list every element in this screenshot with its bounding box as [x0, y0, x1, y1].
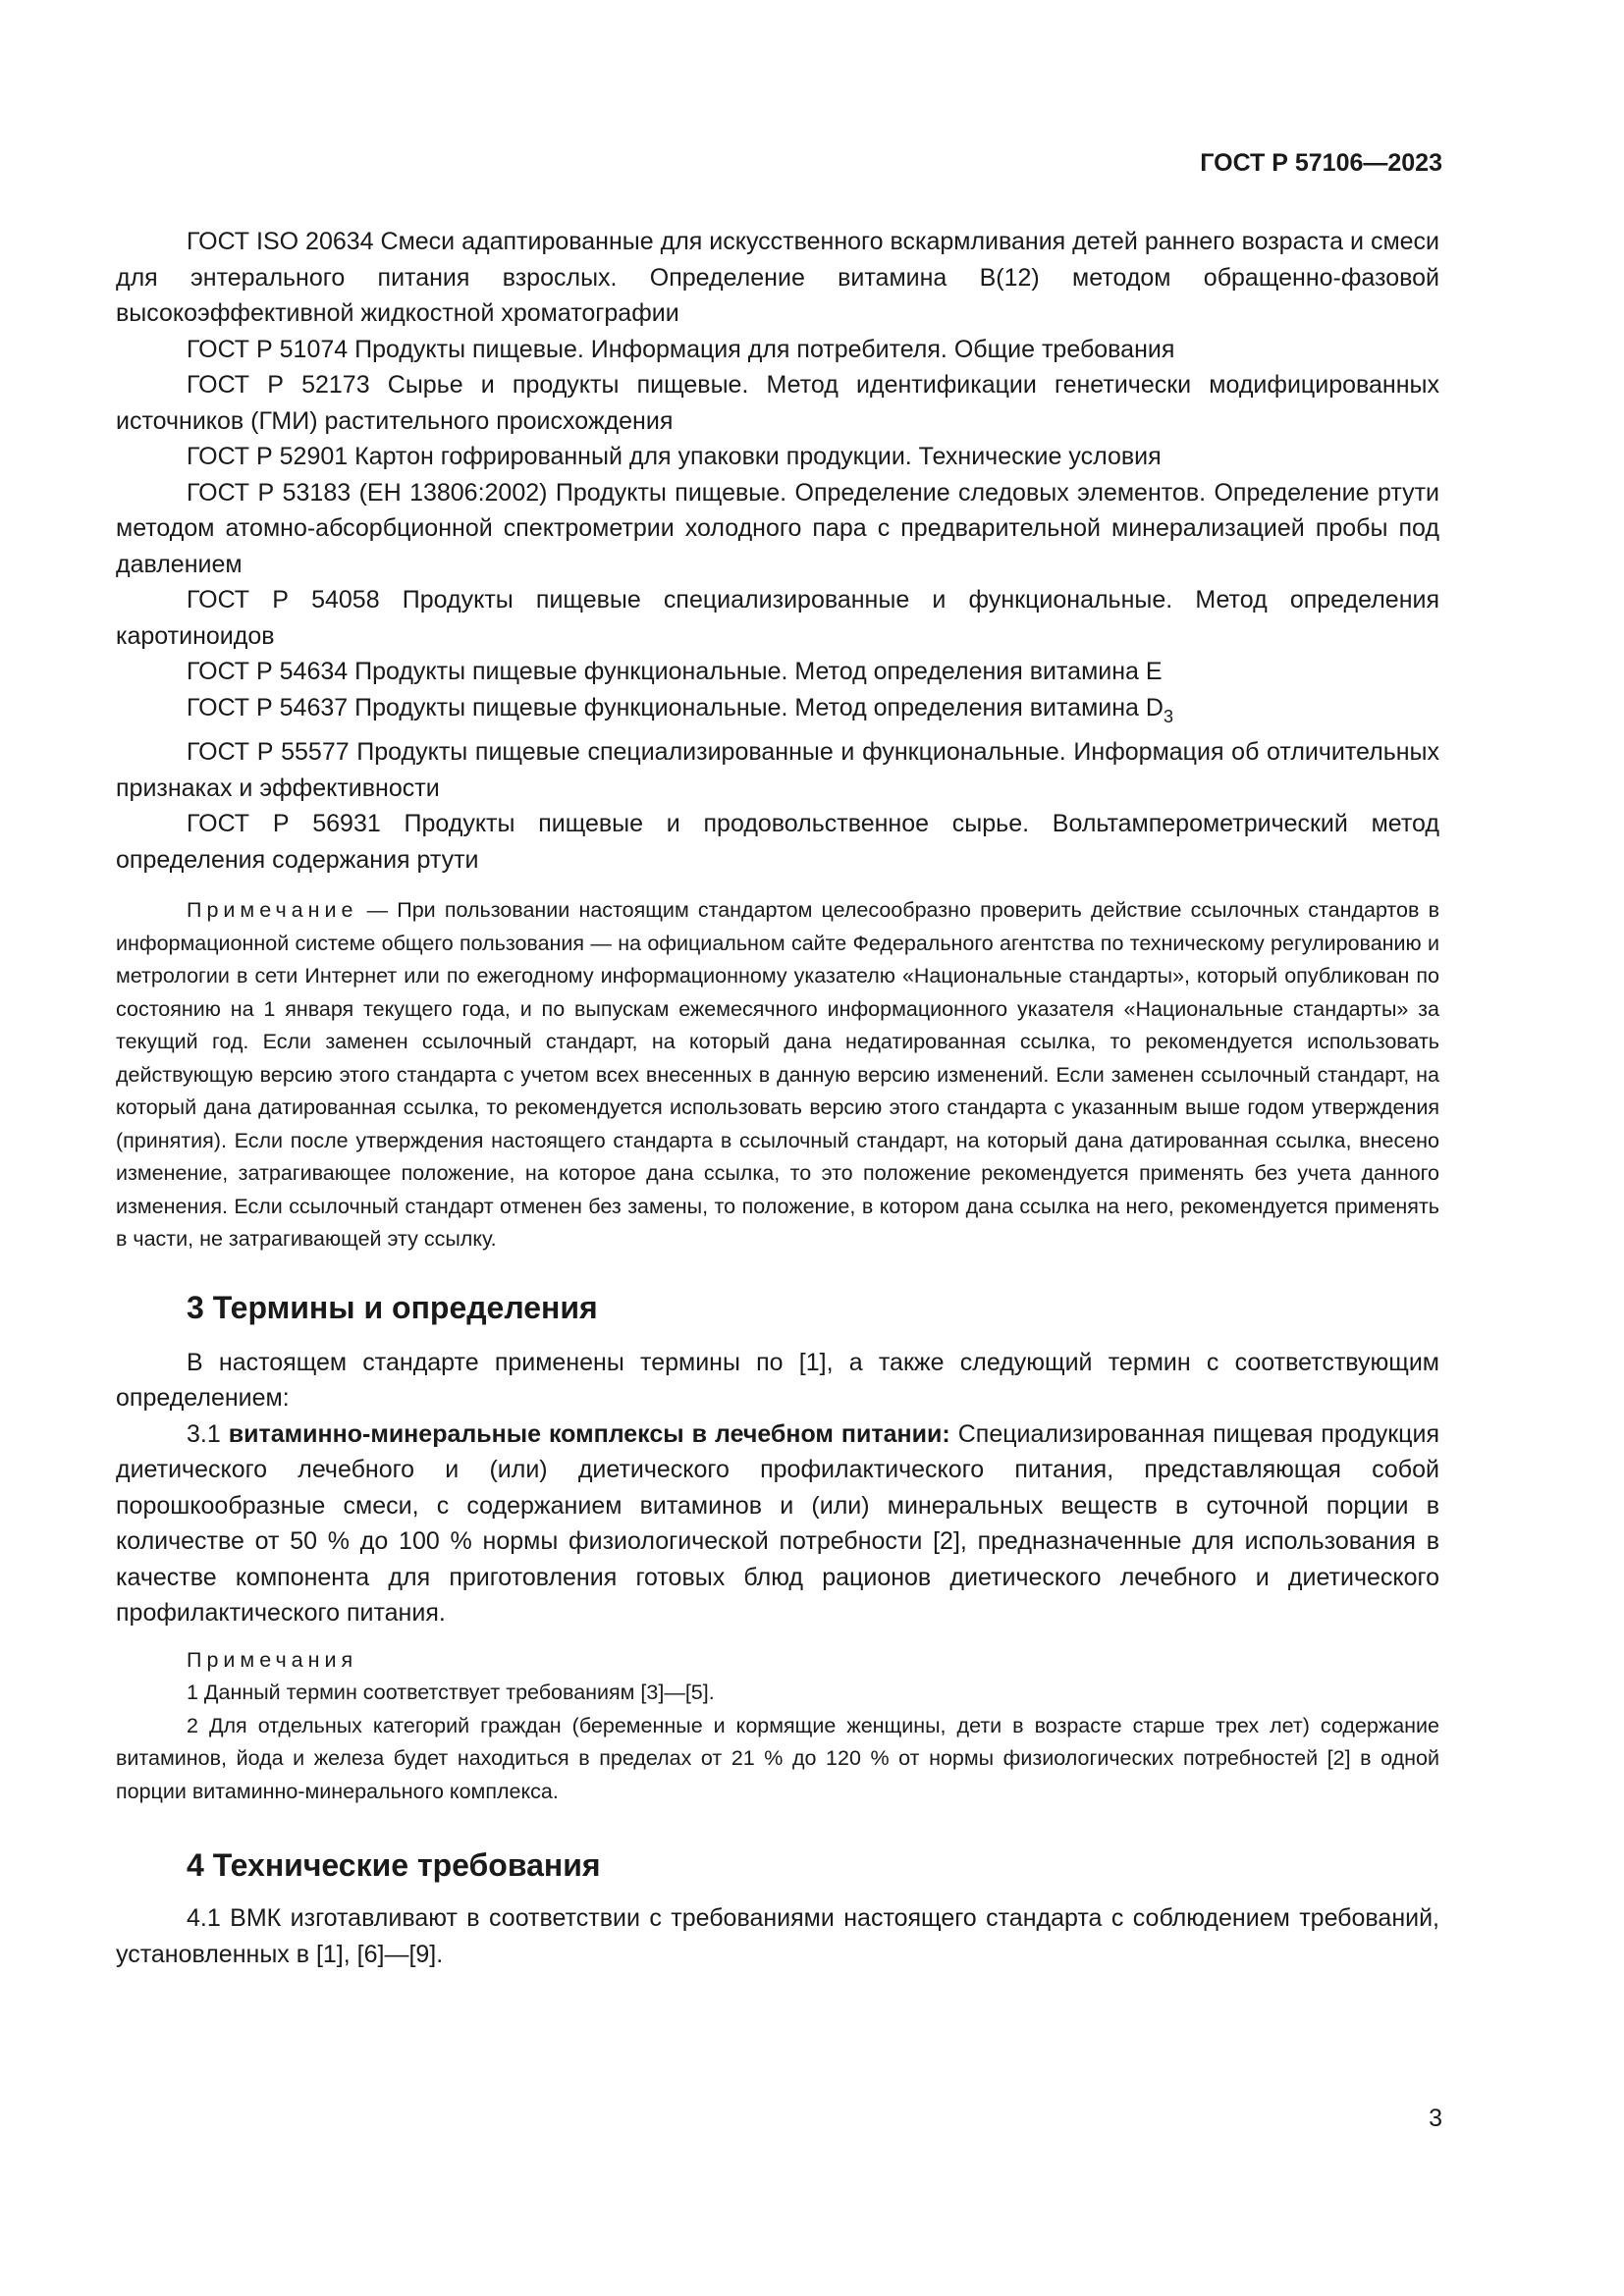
reference-item: ГОСТ Р 53183 (ЕН 13806:2002) Продукты пищевые. Определение следовых элементов. Определение ртути методом атомно-абсорбционной спектрометрии холодного пара с предварительной минерализацией пробы под давлением [116, 478, 1439, 578]
reference-item: ГОСТ Р 55577 Продукты пищевые специализированные и функциональные. Информация об отличительных признаках и эффективности [116, 738, 1439, 802]
reference-item [116, 690, 1439, 735]
section-heading: 3 Термины и определения [187, 1289, 598, 1325]
document-header: ГОСТ Р 57106—2023 [1200, 149, 1442, 177]
note-item: 1 Данный термин соответствует требованиям [3]—[5]. [187, 1681, 715, 1704]
page-content [116, 224, 1439, 1972]
term: витаминно-минеральные комплексы в лечебном питании: [228, 1419, 950, 1448]
reference-item: ГОСТ ISO 20634 Смеси адаптированные для искусственного вскармливания детей раннего возраста и смеси для энтерального питания взрослых. Определение витамина B(12) методом обращенно-фазовой высокоэффективной жидкостной хроматографии [116, 228, 1439, 327]
note-text: — При пользовании настоящим стандартом целесообразно проверить действие ссылочных стандартов в информационной системе общего пользования — на официальном сайте Федерального агентства по техническому регулированию и метрологии в сети Интернет или по ежегодному информационному указателю «Национальные стандарты», который опубликован по состоянию на 1 января текущего года, и по выпускам ежемесячного информационного указателя «Национальные стандарты» за текущий год. Если заменен ссылочный стандарт, на который дана недатированная ссылка, то рекомендуется использовать действующую версию этого стандарта с учетом всех внесенных в данную версию изменений. Если заменен ссылочный стандарт, на который дана датированная ссылка, то рекомендуется использовать версию этого стандарта с указанным выше годом утверждения (принятия). Если после утверждения настоящего стандарта в ссылочный стандарт, на который дана датированная ссылка, внесено изменение, затрагивающее положение, на которое дана ссылка, то это положение рекомендуется применять без учета данного изменения. Если ссылочный стандарт отменен без замены, то положение, в котором дана ссылка на него, рекомендуется применять в части, не затрагивающей эту ссылку. [116, 898, 1439, 1251]
notes-label: Примечания [187, 1647, 358, 1672]
page-number: 3 [1429, 2105, 1442, 2132]
reference-text: ГОСТ Р 54637 Продукты пищевые функциональные. Метод определения витамина D [187, 693, 1164, 721]
term-definition [116, 1416, 1439, 1631]
note-item: 2 Для отдельных категорий граждан (беременные и кормящие женщины, дети в возрасте старше трех лет) содержание витаминов, йода и железа будет находиться в пределах от 21 % до 120 % от нормы физиологических потребностей [2] в одной порции витаминно-минерального комплекса. [116, 1713, 1439, 1803]
notes-caption [116, 1644, 1439, 1678]
definition-text: Специализированная пищевая продукция диетического лечебного и (или) диетического профилактического питания, представляющая собой порошкообразные смеси, с содержанием витаминов и (или) минеральных веществ в суточной порции в количестве от 50 % до 100 % нормы физиологической потребности [2], предназначенные для использования в качестве компонента для приготовления готовых блюд рационов диетического лечебного и диетического профилактического питания. [116, 1419, 1439, 1627]
term-number: 3.1 [187, 1419, 229, 1448]
section-intro: В настоящем стандарте применены термины по [1], а также следующий термин с соответствующим определением: [116, 1348, 1439, 1412]
note-label: Примечание [187, 898, 358, 922]
references-note [116, 894, 1439, 1256]
section-paragraph: 4.1 ВМК изготавливают в соответствии с требованиями настоящего стандарта с соблюдением требований, установленных в [1], [6]—[9]. [116, 1904, 1439, 1968]
subscript: 3 [1163, 706, 1173, 726]
reference-item: ГОСТ Р 54634 Продукты пищевые функциональные. Метод определения витамина Е [187, 658, 1163, 685]
reference-item: ГОСТ Р 54058 Продукты пищевые специализированные и функциональные. Метод определения каротиноидов [116, 586, 1439, 650]
reference-item: ГОСТ Р 51074 Продукты пищевые. Информация для потребителя. Общие требования [187, 335, 1175, 363]
reference-item: ГОСТ Р 52173 Сырье и продукты пищевые. Метод идентификации генетически модифицированных источников (ГМИ) растительного происхождения [116, 371, 1439, 435]
reference-item: ГОСТ Р 52901 Картон гофрированный для упаковки продукции. Технические условия [187, 443, 1162, 470]
section-heading: 4 Технические требования [187, 1847, 601, 1883]
reference-item: ГОСТ Р 56931 Продукты пищевые и продовольственное сырье. Вольтамперометрический метод определения содержания ртути [116, 810, 1439, 874]
